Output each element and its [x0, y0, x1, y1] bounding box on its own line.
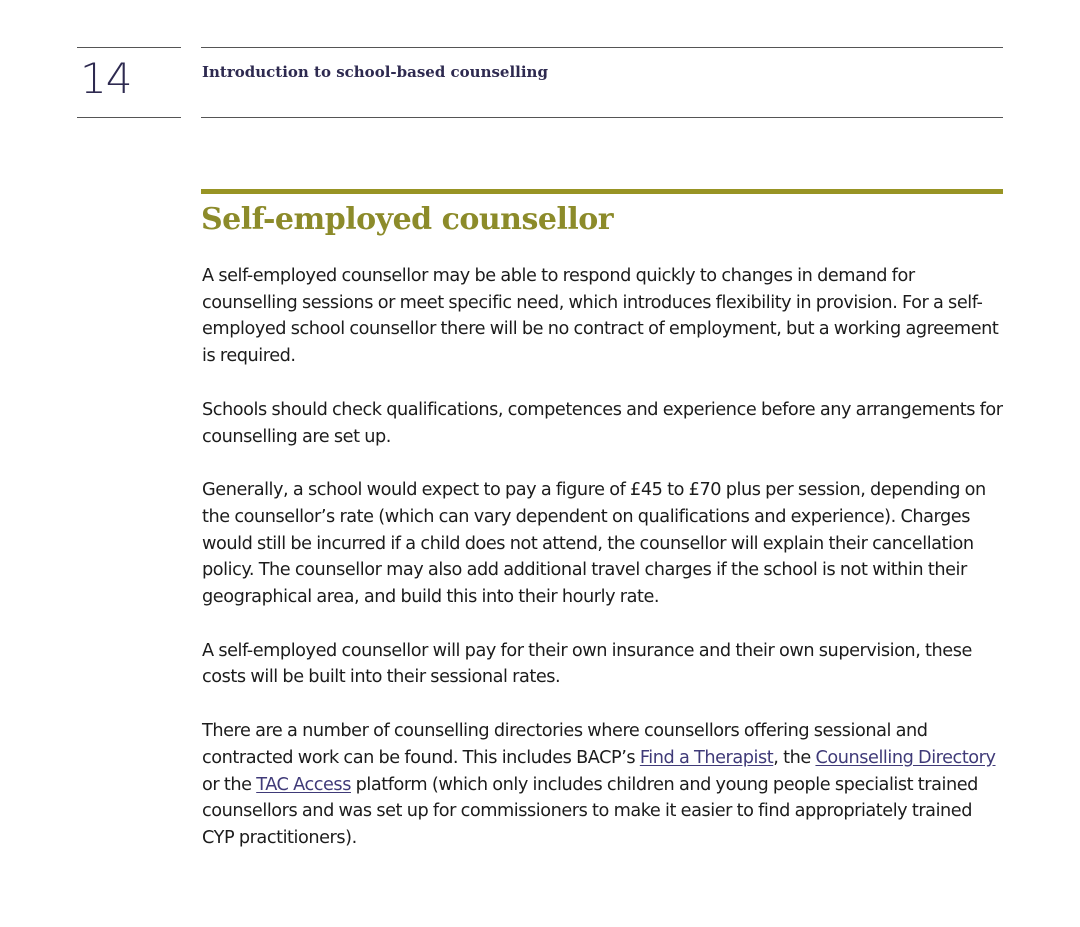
paragraph-flexibility: A self-employed counsellor may be able to respond quickly to changes in demand for counselling sessions or meet specific need, which introduces flexibility in provision. For a self-employed school counsellor there will be no contract of employment, but a working agreement is required. [202, 266, 999, 367]
header-rule-right-top [201, 47, 1003, 48]
running-head-title: Introduction to school-based counselling [202, 63, 548, 81]
counselling-directory-link[interactable]: Counselling Directory [815, 747, 996, 768]
paragraph-checks: Schools should check qualifications, competences and experience before any arrangements for counselling are set up. [202, 399, 1003, 447]
directories-text-2: , the [773, 747, 816, 768]
directories-text-1: There are a number of counselling directories where counsellors offering sessional and contracted work can be found. This includes BACP’s [202, 721, 928, 768]
header-rule-left-bottom [77, 117, 181, 118]
find-a-therapist-link[interactable]: Find a Therapist [639, 747, 774, 768]
paragraph-insurance: A self-employed counsellor will pay for their own insurance and their own supervision, these costs will be built into their sessional rates. [202, 640, 972, 688]
directories-text-4: platform (which only includes children and young people specialist trained counsellors and was set up for commissioners to make it easier to find appropriately trained CYP practitioners). [202, 774, 978, 848]
paragraph-directories [202, 718, 1007, 852]
page-number: 14 [80, 54, 132, 103]
section-accent-bar [201, 189, 1003, 194]
tac-access-link[interactable]: TAC Access [256, 774, 351, 795]
directories-text-3: or the [202, 774, 257, 795]
section-heading: Self-employed counsellor [201, 202, 614, 237]
header-rule-left-top [77, 47, 181, 48]
header-rule-right-bottom [201, 117, 1003, 118]
paragraph-fees: Generally, a school would expect to pay a figure of £45 to £70 plus per session, depending on the counsellor’s rate (which can vary dependent on qualifications and experience). Charges would still be incurred if a child does not attend, the counsellor will explain their cancellation policy. The counsellor may also add additional travel charges if the school is not within their geographical area, and build this into their hourly rate. [202, 480, 986, 608]
section-body [202, 263, 1007, 879]
